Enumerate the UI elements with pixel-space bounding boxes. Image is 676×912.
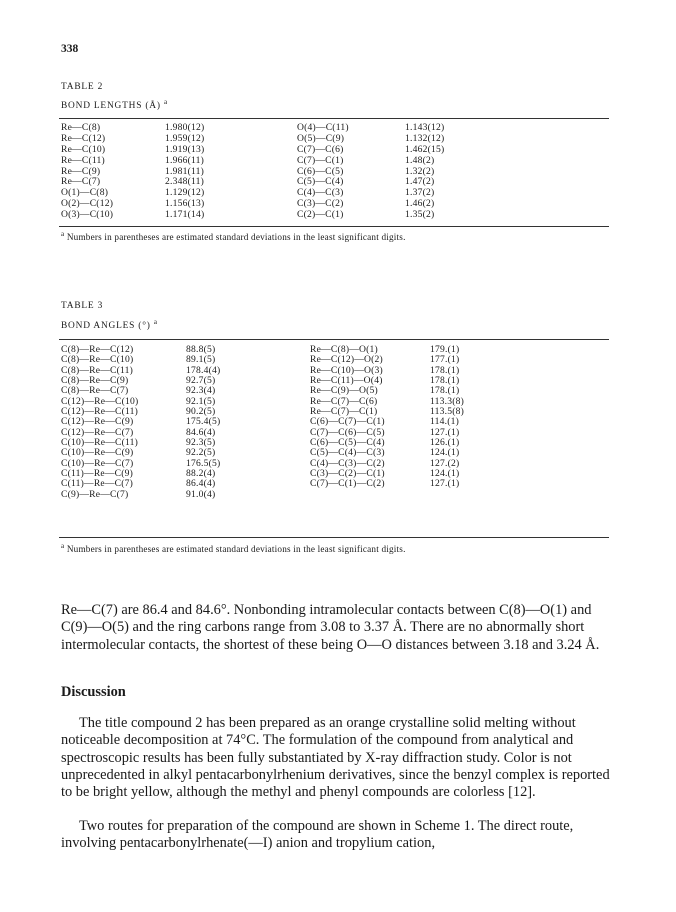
table2-right-values: [405, 123, 444, 221]
angle-label: C(10)—Re—C(7): [61, 457, 134, 469]
table3-top-rule: [59, 339, 609, 340]
bond-label: Re—C(8): [61, 122, 101, 133]
table2-bottom-rule: [59, 226, 609, 227]
angle-value: 92.3(4): [186, 385, 216, 397]
bond-label: C(2)—C(1): [297, 209, 344, 221]
angle-label: C(8)—Re—C(7): [61, 385, 129, 397]
angle-value: 92.7(5): [186, 375, 216, 387]
table3-left-values: [186, 345, 220, 500]
footnote-mark: a: [163, 98, 168, 106]
angle-value: 92.3(5): [186, 437, 216, 449]
angle-value: 178.(1): [430, 364, 460, 376]
angle-value: 90.2(5): [186, 406, 216, 418]
angle-label: C(8)—Re—C(11): [61, 364, 134, 376]
angle-value: 89.1(5): [186, 354, 216, 366]
angle-label: C(7)—C(6)—C(5): [310, 426, 385, 438]
angle-label: Re—C(7)—C(6): [310, 395, 378, 407]
body-paragraph-2: The title compound 2 has been prepared as an orange crystalline solid melting without noticeable decomposition at 74°C. The formulation of the compound from analytical and spectroscopic results has been fully substantiated by X-ray diffraction study. Color is not unprecedented in alkyl pentacarbonylrhenium derivatives, since the benzyl complex is reported to be bright yellow, although the methyl and phenyl compounds are colorless [12].: [61, 715, 610, 801]
bond-length-value: 1.959(12): [165, 132, 205, 144]
angle-label: Re—C(11)—O(4): [310, 375, 383, 387]
angle-label: C(11)—Re—C(9): [61, 468, 134, 480]
angle-value: 92.2(5): [186, 447, 216, 459]
angle-label: Re—C(8)—O(1): [310, 344, 378, 355]
bond-label: C(6)—C(5): [297, 165, 344, 177]
angle-value: 113.5(8): [430, 406, 465, 418]
angle-label: C(12)—Re—C(9): [61, 416, 134, 428]
bond-label: O(3)—C(10): [61, 209, 114, 221]
body-paragraph-3: Two routes for preparation of the compound are shown in Scheme 1. The direct route, involving pentacarbonylrhenate(—I) anion and tropylium cation,: [61, 818, 574, 852]
bond-label: O(1)—C(8): [61, 187, 109, 199]
angle-value: 178.(1): [430, 375, 460, 387]
bond-length-value: 1.143(12): [405, 122, 445, 133]
angle-label: C(7)—C(1)—C(2): [310, 478, 385, 490]
bond-length-value: 1.980(12): [165, 122, 205, 133]
angle-label: C(10)—Re—C(9): [61, 447, 134, 459]
bond-label: O(5)—C(9): [297, 132, 345, 144]
angle-label: C(8)—Re—C(10): [61, 354, 134, 366]
angle-value: 92.1(5): [186, 395, 216, 407]
footnote-mark: a: [153, 318, 158, 326]
bond-label: Re—C(7): [61, 176, 101, 188]
angle-label: C(8)—Re—C(9): [61, 375, 129, 387]
table2-top-rule: [59, 118, 609, 119]
bond-label: C(4)—C(3): [297, 187, 344, 199]
table3-right-values: [430, 345, 464, 490]
angle-value: 124.(1): [430, 468, 460, 480]
table3-label: TABLE 3: [61, 301, 104, 311]
angle-label: C(11)—Re—C(7): [61, 478, 134, 490]
table2-left-bonds: [61, 123, 113, 221]
angle-value: 124.(1): [430, 447, 460, 459]
table3-footnote: $^a$ Numbers in parentheses are estimated standard deviations in the least significant digits.: [61, 542, 406, 555]
bond-length-value: 1.46(2): [405, 198, 435, 210]
bond-length-value: 1.32(2): [405, 165, 435, 177]
bond-label: Re—C(10): [61, 143, 106, 155]
table2-left-values: [165, 123, 204, 221]
angle-value: 127.(2): [430, 457, 460, 469]
table3-caption: BOND ANGLES (°) $^a$: [61, 318, 158, 332]
bond-length-value: 1.981(11): [165, 165, 205, 177]
angle-label: C(12)—Re—C(11): [61, 406, 139, 418]
angle-label: C(12)—Re—C(7): [61, 426, 134, 438]
bond-label: O(2)—C(12): [61, 198, 114, 210]
footnote-mark: a: [61, 542, 65, 550]
angle-value: 88.8(5): [186, 344, 216, 355]
angle-label: C(12)—Re—C(10): [61, 395, 139, 407]
bond-length-value: 1.35(2): [405, 209, 435, 221]
angle-value: 84.6(4): [186, 426, 216, 438]
bond-label: O(4)—C(11): [297, 122, 349, 133]
table3-right-angles: [310, 345, 385, 490]
angle-value: 88.2(4): [186, 468, 216, 480]
angle-label: C(5)—C(4)—C(3): [310, 447, 385, 459]
bond-length-value: 1.156(13): [165, 198, 205, 210]
angle-value: 127.(1): [430, 478, 460, 490]
angle-label: Re—C(9)—O(5): [310, 385, 378, 397]
table2-right-bonds: [297, 123, 349, 221]
angle-label: C(8)—Re—C(12): [61, 344, 134, 355]
angle-label: C(6)—C(7)—C(1): [310, 416, 385, 428]
angle-label: Re—C(7)—C(1): [310, 406, 378, 418]
body-paragraph-1: Re—C(7) are 86.4 and 84.6°. Nonbonding intramolecular contacts between C(8)—O(1) and C(9)—O(5) and the ring carbons range from 3.08 to 3.37 Å. There are no abnormally short intermolecular contacts, the shortest of these being O—O distances between 3.18 and 3.24 Å.: [61, 602, 600, 653]
table2-footnote: $^a$ Numbers in parentheses are estimated standard deviations in the least significant digits.: [61, 230, 406, 243]
bond-label: C(5)—C(4): [297, 176, 344, 188]
bond-length-value: 1.966(11): [165, 154, 205, 166]
bond-length-value: 1.129(12): [165, 187, 205, 199]
bond-label: Re—C(9): [61, 165, 101, 177]
angle-label: C(4)—C(3)—C(2): [310, 457, 385, 469]
table3-bottom-rule: [59, 537, 609, 538]
angle-value: 178.4(4): [186, 364, 221, 376]
bond-length-value: 1.48(2): [405, 154, 435, 166]
bond-length-value: 1.47(2): [405, 176, 435, 188]
bond-label: C(7)—C(1): [297, 154, 344, 166]
angle-label: C(9)—Re—C(7): [61, 488, 129, 500]
angle-value: 177.(1): [430, 354, 460, 366]
angle-value: 176.5(5): [186, 457, 221, 469]
angle-value: 126.(1): [430, 437, 460, 449]
angle-value: 86.4(4): [186, 478, 216, 490]
table2-label: TABLE 2: [61, 82, 104, 92]
table2-caption: BOND LENGTHS (Å) $^a$: [61, 98, 168, 112]
angle-label: Re—C(10)—O(3): [310, 364, 383, 376]
angle-value: 91.0(4): [186, 488, 216, 500]
bond-label: Re—C(12): [61, 132, 106, 144]
angle-value: 114.(1): [430, 416, 460, 428]
table3-left-angles: [61, 345, 138, 500]
page-number: 338: [61, 43, 79, 55]
section-heading: Discussion: [61, 684, 126, 700]
angle-value: 113.3(8): [430, 395, 465, 407]
angle-value: 127.(1): [430, 426, 460, 438]
bond-label: C(7)—C(6): [297, 143, 344, 155]
bond-length-value: 1.462(15): [405, 143, 445, 155]
bond-length-value: 1.919(13): [165, 143, 205, 155]
bond-length-value: 1.132(12): [405, 132, 445, 144]
angle-label: Re—C(12)—O(2): [310, 354, 383, 366]
bond-length-value: 1.171(14): [165, 209, 205, 221]
angle-value: 178.(1): [430, 385, 460, 397]
bond-length-value: 2.348(11): [165, 176, 205, 188]
bond-label: Re—C(11): [61, 154, 105, 166]
angle-label: C(10)—Re—C(11): [61, 437, 139, 449]
angle-label: C(6)—C(5)—C(4): [310, 437, 385, 449]
bond-label: C(3)—C(2): [297, 198, 344, 210]
footnote-mark: a: [61, 230, 65, 238]
bond-length-value: 1.37(2): [405, 187, 435, 199]
angle-label: C(3)—C(2)—C(1): [310, 468, 385, 480]
angle-value: 179.(1): [430, 344, 460, 355]
angle-value: 175.4(5): [186, 416, 221, 428]
